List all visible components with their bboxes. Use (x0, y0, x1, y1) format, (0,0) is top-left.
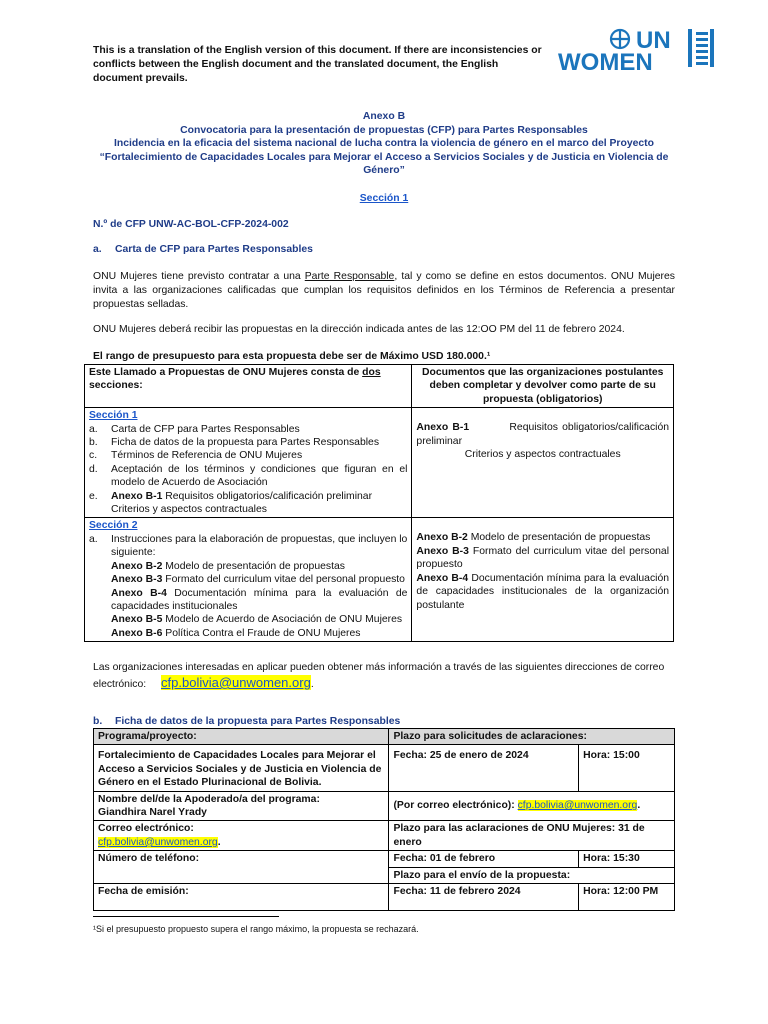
contact-paragraph: Las organizaciones interesadas en aplicar pueden obtener más información a través de las siguientes direcciones de correo electrónico: cfp.bolivia@unwomen.org. (93, 662, 665, 690)
by-email-cell: (Por correo electrónico): cfp.bolivia@unwomen.org. (389, 791, 675, 821)
documents-header-cell: Documentos que las organizaciones postulantes deben completar y devolver como parte de su propuesta (obligatorios) (412, 365, 674, 408)
annex-label: Anexo B-3 (111, 574, 163, 586)
submission-date-cell: Fecha: 11 de febrero 2024 (389, 884, 579, 911)
item-letter: d. (89, 463, 98, 475)
email-label: Correo electrónico: (98, 823, 194, 835)
list-item (89, 533, 407, 560)
table-row (94, 884, 675, 911)
annex-description: Modelo de presentación de propuestas (467, 532, 651, 544)
footnote-divider (93, 916, 279, 917)
annex-item (111, 587, 407, 614)
item-text: Aceptación de los términos y condiciones que figuran en el modelo de Acuerdo de Asociación (111, 463, 408, 489)
item-text: Carta de CFP para Partes Responsables (111, 423, 300, 435)
section-a-heading (93, 244, 313, 255)
submission-hour-cell: Hora: 12:00 PM (579, 884, 675, 911)
representative-label: Nombre del/de la Apoderado/a del programa: (98, 793, 320, 805)
annex-item (416, 545, 669, 572)
email-cell: Correo electrónico: cfp.bolivia@unwomen.org. (94, 821, 389, 851)
section-1-list (89, 423, 407, 490)
un-emblem-icon (556, 26, 726, 74)
annex-label: Anexo B-4 (416, 572, 469, 584)
annex-description: Documentación mínima para la evaluación de capacidades institucionales (111, 587, 408, 612)
annex-label: Anexo B-2 (111, 560, 163, 572)
annex-item (111, 613, 407, 626)
program-email-link[interactable]: cfp.bolivia@unwomen.org (98, 836, 218, 848)
annex-description: Modelo de Acuerdo de Asociación de ONU Mujeres (162, 614, 403, 626)
item-text: Instrucciones para la elaboración de propuestas, que incluyen lo siguiente: (111, 533, 408, 559)
logo-women-text: WOMEN (558, 49, 653, 74)
section-b-heading (93, 716, 400, 727)
section-2-docs-cell (412, 518, 674, 642)
clarification-header-cell: Plazo para solicitudes de aclaraciones: (389, 729, 675, 745)
annex-label: Anexo B-3 (416, 545, 469, 557)
item-letter: a. (89, 423, 98, 435)
table-row (94, 791, 675, 821)
budget-statement: El rango de presupuesto para esta propuesta debe ser de Máximo USD 180.000.¹ (93, 351, 491, 362)
header-text-end: secciones: (89, 380, 143, 392)
section-b-letter: b. (93, 716, 103, 727)
footnote: ¹Si el presupuesto propuesto supera el rango máximo, la propuesta se rechazará. (93, 924, 419, 934)
item-letter: a. (89, 533, 98, 545)
header-text-start: Este Llamado a Propuestas de ONU Mujeres consta de (89, 367, 363, 378)
annex-description: Requisitos obligatorios/calificación preliminar (416, 422, 670, 447)
list-item (89, 423, 407, 436)
table-row (85, 408, 674, 518)
section-2-label[interactable]: Sección 2 (89, 520, 138, 532)
annex-description: Formato del curriculum vitae del personal propuesto (162, 574, 405, 586)
phone-cell: Número de teléfono: (94, 851, 389, 884)
annex-label: Anexo B-5 (111, 614, 163, 626)
annex-title: Anexo B (362, 111, 406, 122)
annex-item (416, 531, 669, 544)
responsible-party-term: Parte Responsable (304, 271, 395, 282)
translation-note: This is a translation of the English version of this document. If there are inconsistencies or conflicts between the English document and the translated document, the English document prevails. (93, 45, 542, 84)
project-title: “Fortalecimiento de Capacidades Locales para Mejorar el Acceso a Servicios Sociales y de Justicia en Violencia de Género” (99, 151, 669, 176)
annex-label: Anexo B-1 (416, 422, 470, 434)
cfp-title: Convocatoria para la presentación de propuestas (CFP) para Partes Responsables (180, 124, 588, 136)
program-header-cell: Programa/proyecto: (94, 729, 389, 745)
un-women-logo (556, 26, 726, 74)
header-text-underlined: dos (362, 367, 381, 378)
section-1-label[interactable]: Sección 1 (89, 410, 138, 422)
table-row (94, 729, 675, 745)
annex-label: Anexo B-6 (111, 627, 163, 639)
by-email-label: (Por correo electrónico): (393, 800, 518, 812)
list-item (89, 463, 407, 490)
sections-header-cell (85, 365, 412, 408)
section-1-cell (85, 408, 412, 518)
cfp-number: N.º de CFP UNW-AC-BOL-CFP-2024-002 (93, 219, 289, 230)
proposal-data-sheet-table (93, 728, 675, 911)
contact-text: Las organizaciones interesadas en aplicar pueden obtener más información a través de las siguientes direcciones de correo electrónico: (93, 662, 665, 690)
deadline-paragraph: ONU Mujeres deberá recibir las propuestas en la dirección indicada antes de las 12:OO PM del 11 de febrero 2024. (93, 324, 625, 335)
annex-description: Formato del curriculum vitae del personal propuesto (416, 545, 670, 571)
representative-name: Giandhira Narel Yrady (98, 807, 207, 819)
submission-deadline-cell: Plazo para el envío de la propuesta: (389, 867, 675, 883)
item-letter: b. (89, 437, 98, 449)
table-row (94, 851, 675, 867)
representative-cell (94, 791, 389, 821)
document-header (93, 110, 675, 205)
intro-text-end: , tal y como se define en estos documentos. ONU Mujeres invita a las organizaciones calificadas que cumplan los requisitos definidos en los Términos de Referencia a presentar propuestas selladas. (93, 271, 675, 310)
section-2-docs-list (416, 519, 669, 611)
item-text: Términos de Referencia de ONU Mujeres (111, 450, 303, 462)
annex-description: Documentación mínima para la evaluación de capacidades institucionales de la organización postulante (416, 572, 670, 611)
annex-item (416, 572, 669, 612)
annex-item (111, 627, 407, 640)
item-letter: e. (89, 490, 98, 502)
clarification-hour-cell: Hora: 15:00 (579, 745, 675, 791)
intro-text-start: ONU Mujeres tiene previsto contratar a una (93, 271, 305, 282)
annex-label: Anexo B-2 (416, 532, 468, 544)
section-2-sublist (89, 560, 407, 640)
annex-description: Modelo de presentación de propuestas (162, 560, 345, 572)
table-row (94, 821, 675, 851)
un-clarification-date-cell: Fecha: 01 de febrero (389, 851, 579, 867)
annex-label: Anexo B-4 (111, 587, 167, 599)
program-name-cell: Fortalecimiento de Capacidades Locales para Mejorar el Acceso a Servicios Sociales y de Justicia en Violencia de Género en el Estado Plurinacional de Bolivia. (94, 745, 389, 791)
annex-description: Criterios y aspectos contractuales (464, 449, 621, 461)
section-b-title: Ficha de datos de la propuesta para Partes Responsables (115, 716, 401, 727)
section-2-cell (85, 518, 412, 642)
table-row (85, 365, 674, 408)
un-clarification-deadline-cell: Plazo para las aclaraciones de ONU Mujeres: 31 de enero (389, 821, 675, 851)
clarification-date-cell: Fecha: 25 de enero de 2024 (389, 745, 579, 791)
section-1-docs-cell (412, 408, 674, 518)
section-a-letter: a. (93, 244, 102, 255)
item-text: Ficha de datos de la propuesta para Partes Responsables (111, 437, 380, 449)
table-row (94, 745, 675, 791)
clarification-email-link[interactable]: cfp.bolivia@unwomen.org (517, 800, 638, 812)
annex-item (111, 573, 407, 586)
contact-email-link[interactable]: cfp.bolivia@unwomen.org (161, 675, 311, 690)
section-a-title: Carta de CFP para Partes Responsables (115, 244, 313, 255)
annex-description: Política Contra el Fraude de ONU Mujeres (162, 627, 361, 639)
list-item (89, 436, 407, 449)
item-letter: c. (89, 450, 98, 462)
un-clarification-hour-cell: Hora: 15:30 (579, 851, 675, 867)
item-text: Requisitos obligatorios/calificación preliminar Criterios y aspectos contractuales (111, 490, 373, 516)
annex-item (111, 560, 407, 573)
logo-un-text: UN (636, 27, 671, 54)
issue-date-label-cell: Fecha de emisión: (94, 884, 389, 911)
intro-paragraph (93, 270, 675, 312)
cfp-subtitle: Incidencia en la eficacia del sistema nacional de lucha contra la violencia de género en el marco del Proyecto (114, 138, 654, 149)
table-row (85, 518, 674, 642)
list-item (89, 490, 407, 517)
cfp-sections-table (84, 364, 674, 642)
section-1-link[interactable]: Sección 1 (359, 192, 409, 204)
annex-label: Anexo B-1 (111, 490, 163, 502)
list-item (89, 449, 407, 462)
